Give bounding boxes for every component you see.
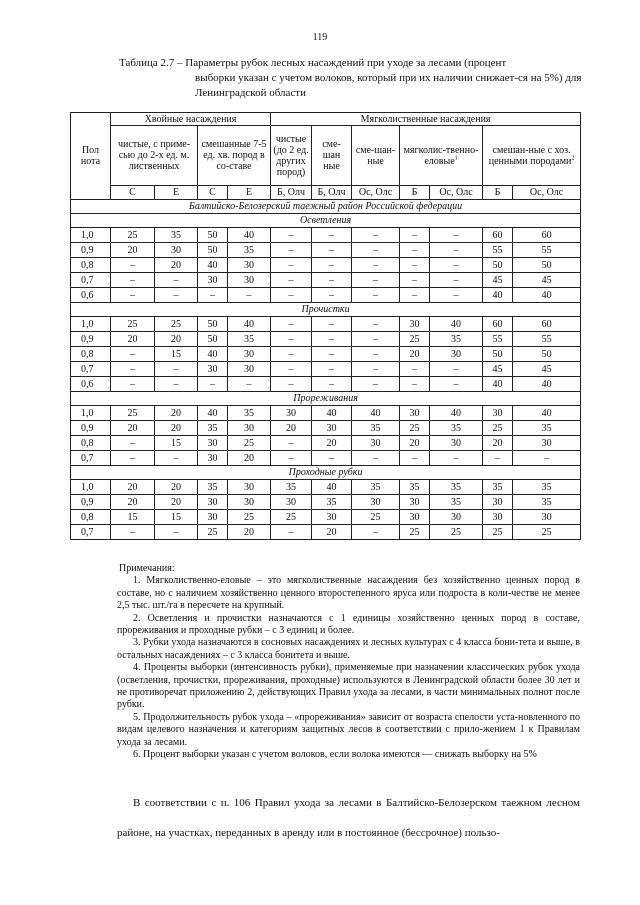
value-cell: 55 [513, 332, 581, 347]
value-cell: 20 [155, 480, 198, 495]
section-header: Прореживания [71, 392, 581, 406]
body-paragraph: В соответствии с п. 106 Правил ухода за лесами в Балтийско-Белозерском таежном лесном районе, на участках, переданных в аренду или в постоянное (бессрочное) пользо- [117, 797, 580, 839]
value-cell: – [228, 377, 271, 392]
value-cell: 35 [513, 421, 581, 436]
value-cell: 35 [352, 421, 400, 436]
species-header: Ос, Олс [352, 186, 400, 200]
value-cell: 40 [312, 406, 352, 421]
value-cell: 20 [155, 258, 198, 273]
value-cell: – [430, 228, 483, 243]
polnota-cell: 1,0 [71, 317, 111, 332]
value-cell: – [430, 362, 483, 377]
page-number: 119 [312, 32, 328, 43]
table-row [71, 288, 581, 303]
value-cell: – [271, 288, 312, 303]
value-cell: 20 [312, 525, 352, 540]
value-cell: 35 [352, 480, 400, 495]
table-row [71, 436, 581, 451]
value-cell: 30 [271, 495, 312, 510]
value-cell: 20 [155, 495, 198, 510]
value-cell: 35 [430, 495, 483, 510]
value-cell: 20 [155, 406, 198, 421]
value-cell: – [111, 273, 155, 288]
value-cell: 30 [198, 451, 228, 466]
value-cell: 55 [483, 332, 513, 347]
value-cell: 30 [430, 347, 483, 362]
value-cell: – [271, 525, 312, 540]
value-cell: 25 [352, 510, 400, 525]
value-cell: 40 [198, 258, 228, 273]
value-cell: – [400, 243, 430, 258]
value-cell: – [228, 288, 271, 303]
polnota-cell: 0,8 [71, 510, 111, 525]
value-cell: 30 [513, 510, 581, 525]
value-cell: 30 [228, 258, 271, 273]
table-row [71, 451, 581, 466]
value-cell: 30 [198, 362, 228, 377]
value-cell: – [155, 362, 198, 377]
value-cell: 20 [228, 451, 271, 466]
value-cell: – [312, 332, 352, 347]
value-cell: 20 [155, 421, 198, 436]
polnota-cell: 0,7 [71, 273, 111, 288]
value-cell: 25 [483, 421, 513, 436]
polnota-cell: 0,6 [71, 377, 111, 392]
header-hardwood-mixed-2: сме-шан-ные [352, 126, 400, 186]
note-item: 6. Процент выборки указан с учетом волоков, если волока имеются — снижать выборку на 5% [133, 749, 537, 761]
value-cell: 20 [400, 436, 430, 451]
value-cell: 35 [513, 495, 581, 510]
value-cell: – [352, 228, 400, 243]
value-cell: – [198, 288, 228, 303]
value-cell: – [271, 377, 312, 392]
value-cell: 30 [228, 421, 271, 436]
value-cell: 45 [513, 273, 581, 288]
value-cell: – [400, 273, 430, 288]
table-caption [119, 56, 589, 101]
species-header: Е [155, 186, 198, 200]
value-cell: 20 [111, 421, 155, 436]
value-cell: – [352, 317, 400, 332]
value-cell: 25 [400, 332, 430, 347]
table-row [71, 362, 581, 377]
value-cell: – [271, 273, 312, 288]
value-cell: 40 [483, 288, 513, 303]
species-header: С [198, 186, 228, 200]
value-cell: – [155, 451, 198, 466]
value-cell: 50 [513, 347, 581, 362]
value-cell: – [430, 288, 483, 303]
value-cell: 30 [513, 436, 581, 451]
value-cell: 25 [400, 525, 430, 540]
value-cell: 30 [352, 495, 400, 510]
note-item: 4. Проценты выборки (интенсивность рубки), применяемые при назначении классических рубок ухода (осветления, прочистки, прореживания, проходные) используются в Ленинградской области более 30 лет и не противоречат приложению 2, действующих Правил ухода за лесами, в части минимальных полнот после рубки. [117, 662, 580, 711]
value-cell: 60 [513, 228, 581, 243]
value-cell: 25 [198, 525, 228, 540]
value-cell: 25 [111, 228, 155, 243]
value-cell: 50 [198, 332, 228, 347]
species-header: Ос, Олс [430, 186, 483, 200]
value-cell: 40 [483, 377, 513, 392]
value-cell: – [271, 451, 312, 466]
table-row [71, 377, 581, 392]
polnota-cell: 0,6 [71, 288, 111, 303]
table-row [71, 332, 581, 347]
value-cell: 20 [271, 421, 312, 436]
value-cell: 30 [228, 495, 271, 510]
value-cell: – [352, 273, 400, 288]
polnota-cell: 0,9 [71, 495, 111, 510]
value-cell: 50 [483, 347, 513, 362]
value-cell: 55 [513, 243, 581, 258]
value-cell: – [483, 451, 513, 466]
value-cell: 25 [155, 317, 198, 332]
value-cell: 30 [198, 495, 228, 510]
value-cell: 40 [312, 480, 352, 495]
value-cell: – [400, 377, 430, 392]
value-cell: – [271, 228, 312, 243]
species-header: Б [483, 186, 513, 200]
table-row [71, 243, 581, 258]
polnota-cell: 0,7 [71, 362, 111, 377]
value-cell: – [352, 243, 400, 258]
value-cell: 20 [111, 495, 155, 510]
value-cell: 30 [228, 480, 271, 495]
value-cell: 35 [228, 243, 271, 258]
polnota-cell: 1,0 [71, 480, 111, 495]
value-cell: – [111, 288, 155, 303]
value-cell: 25 [513, 525, 581, 540]
polnota-cell: 0,9 [71, 243, 111, 258]
value-cell: 30 [352, 436, 400, 451]
region-row: Балтийско-Белозерский таежный район Российской федерации [71, 200, 581, 214]
value-cell: 35 [155, 228, 198, 243]
polnota-cell: 1,0 [71, 406, 111, 421]
section-header: Проходные рубки [71, 466, 581, 480]
value-cell: – [400, 228, 430, 243]
note-item: 3. Рубки ухода назначаются в сосновых насаждениях и лесных культурах с 4 класса бони-тета и выше, в остальных насаждениях – с 3 класса бонитета и выше. [117, 637, 580, 661]
value-cell: 20 [111, 332, 155, 347]
value-cell: 60 [483, 228, 513, 243]
value-cell: 40 [198, 347, 228, 362]
value-cell: 15 [155, 347, 198, 362]
value-cell: – [312, 362, 352, 377]
value-cell: – [352, 451, 400, 466]
value-cell: 20 [111, 480, 155, 495]
value-cell: 30 [312, 421, 352, 436]
value-cell: 50 [198, 317, 228, 332]
cutting-parameters-table [70, 112, 581, 540]
value-cell: 40 [430, 317, 483, 332]
value-cell: 20 [155, 332, 198, 347]
species-header: Б, Олч [271, 186, 312, 200]
value-cell: – [352, 288, 400, 303]
value-cell: 35 [198, 480, 228, 495]
value-cell: 50 [483, 258, 513, 273]
value-cell: 20 [228, 525, 271, 540]
polnota-cell: 0,9 [71, 421, 111, 436]
value-cell: 45 [483, 362, 513, 377]
value-cell: – [430, 258, 483, 273]
species-header: С [111, 186, 155, 200]
value-cell: – [352, 332, 400, 347]
value-cell: 30 [228, 362, 271, 377]
notes-title: Примечания: [119, 563, 175, 574]
value-cell: – [155, 525, 198, 540]
table-row [71, 228, 581, 243]
table-row [71, 495, 581, 510]
value-cell: 30 [400, 495, 430, 510]
value-cell: 25 [483, 525, 513, 540]
value-cell: – [400, 288, 430, 303]
value-cell: 35 [271, 480, 312, 495]
note-item: 1. Мягколиственно-еловые – это мягколиственные насаждения без хозяйственно ценных пород в составе, но с наличием хозяйственно ценного второстепенного яруса или подроста в коли-честве не менее 2,5 тыс. шт./га в пересчете на крупный. [117, 575, 580, 612]
value-cell: 30 [400, 317, 430, 332]
value-cell: 40 [430, 406, 483, 421]
value-cell: – [271, 258, 312, 273]
value-cell: 35 [513, 480, 581, 495]
note-item: 2. Осветления и прочистки назначаются с 1 единицы хозяйственно ценных пород в составе, прореживания и проходные рубки – с 3 единиц и более. [117, 612, 580, 637]
value-cell: 30 [400, 406, 430, 421]
value-cell: 30 [312, 510, 352, 525]
value-cell: – [312, 347, 352, 362]
value-cell: 30 [483, 510, 513, 525]
header-hardwood-spruce: мягколис-твенно-еловые$^1$ [400, 126, 483, 186]
value-cell: – [111, 451, 155, 466]
header-hardwood: Мягколиственные насаждения [271, 113, 581, 126]
value-cell: 40 [198, 406, 228, 421]
table-row [71, 480, 581, 495]
value-cell: 25 [430, 525, 483, 540]
table-row [71, 406, 581, 421]
polnota-cell: 0,8 [71, 436, 111, 451]
value-cell: – [312, 258, 352, 273]
value-cell: – [400, 258, 430, 273]
value-cell: – [271, 332, 312, 347]
table-row [71, 273, 581, 288]
value-cell: – [352, 362, 400, 377]
header-conifer-mixed: смешанные 7-5 ед. хв. пород в со-ставе [198, 126, 271, 186]
value-cell: 35 [312, 495, 352, 510]
value-cell: – [111, 525, 155, 540]
value-cell: – [352, 347, 400, 362]
value-cell: 35 [430, 332, 483, 347]
value-cell: – [312, 243, 352, 258]
species-header: Б, Олч [312, 186, 352, 200]
value-cell: – [352, 377, 400, 392]
value-cell: 30 [198, 436, 228, 451]
polnota-cell: 0,8 [71, 258, 111, 273]
value-cell: – [312, 228, 352, 243]
value-cell: 15 [111, 510, 155, 525]
value-cell: – [271, 243, 312, 258]
value-cell: 35 [198, 421, 228, 436]
value-cell: 25 [111, 317, 155, 332]
value-cell: – [513, 451, 581, 466]
value-cell: 30 [483, 406, 513, 421]
value-cell: 50 [513, 258, 581, 273]
value-cell: 35 [483, 480, 513, 495]
value-cell: 20 [111, 243, 155, 258]
value-cell: – [400, 451, 430, 466]
value-cell: – [430, 273, 483, 288]
value-cell: – [155, 377, 198, 392]
value-cell: 40 [513, 406, 581, 421]
value-cell: – [111, 258, 155, 273]
table-row [71, 525, 581, 540]
value-cell: – [111, 362, 155, 377]
value-cell: 40 [352, 406, 400, 421]
caption-rest: выборки указан с учетом волоков, который при их наличии снижает-ся на 5%) для Ленинградской области [195, 72, 582, 99]
value-cell: 30 [400, 510, 430, 525]
value-cell: 60 [483, 317, 513, 332]
value-cell: 50 [198, 228, 228, 243]
value-cell: – [111, 347, 155, 362]
value-cell: 25 [228, 510, 271, 525]
value-cell: 30 [198, 273, 228, 288]
table-row [71, 258, 581, 273]
value-cell: 25 [228, 436, 271, 451]
value-cell: – [352, 258, 400, 273]
value-cell: – [430, 451, 483, 466]
value-cell: 20 [483, 436, 513, 451]
section-header: Осветления [71, 214, 581, 228]
table-row [71, 510, 581, 525]
value-cell: 40 [513, 377, 581, 392]
value-cell: – [155, 288, 198, 303]
value-cell: 50 [198, 243, 228, 258]
value-cell: – [271, 362, 312, 377]
value-cell: 35 [228, 332, 271, 347]
polnota-cell: 0,8 [71, 347, 111, 362]
value-cell: 20 [312, 436, 352, 451]
value-cell: 25 [111, 406, 155, 421]
value-cell: 30 [228, 347, 271, 362]
value-cell: 45 [483, 273, 513, 288]
note-item: 5. Продолжительность рубок ухода – «прореживания» зависит от возраста спелости уста-новленного по видам целевого назначения и категориям защитных лесов в соответствии с прило-жением 1 к Правилам ухода за лесами. [117, 711, 580, 748]
polnota-cell: 0,9 [71, 332, 111, 347]
header-conifer-pure: чистые, с приме-сью до 2-х ед. м. лиственных [111, 126, 198, 186]
value-cell: 55 [483, 243, 513, 258]
polnota-cell: 1,0 [71, 228, 111, 243]
value-cell: – [312, 288, 352, 303]
value-cell: 15 [155, 436, 198, 451]
header-hardwood-valuable: смешан-ные с хоз. ценными породами$^2$ [483, 126, 581, 186]
value-cell: – [111, 377, 155, 392]
value-cell: 60 [513, 317, 581, 332]
polnota-cell: 0,7 [71, 451, 111, 466]
header-hardwood-pure: чистые (до 2 ед. других пород) [271, 126, 312, 186]
value-cell: 25 [400, 421, 430, 436]
value-cell: 30 [430, 436, 483, 451]
value-cell: – [271, 317, 312, 332]
header-conifer: Хвойные насаждения [111, 113, 271, 126]
value-cell: – [155, 273, 198, 288]
value-cell: 45 [513, 362, 581, 377]
species-header: Ос, Олс [513, 186, 581, 200]
caption-lead: Таблица 2.7 – Параметры рубок лесных насаждений при уходе за лесами (процент [119, 57, 507, 69]
value-cell: – [352, 525, 400, 540]
notes [117, 563, 580, 762]
value-cell: 35 [430, 480, 483, 495]
value-cell: 30 [228, 273, 271, 288]
table-row [71, 347, 581, 362]
value-cell: 35 [430, 421, 483, 436]
value-cell: 40 [228, 317, 271, 332]
polnota-cell: 0,7 [71, 525, 111, 540]
value-cell: – [198, 377, 228, 392]
value-cell: – [312, 317, 352, 332]
value-cell: 40 [228, 228, 271, 243]
value-cell: 30 [430, 510, 483, 525]
header-polnota: Пол нота [71, 113, 111, 200]
table-row [71, 317, 581, 332]
value-cell: 30 [155, 243, 198, 258]
species-header: Б [400, 186, 430, 200]
value-cell: 30 [483, 495, 513, 510]
value-cell: 15 [155, 510, 198, 525]
value-cell: – [111, 436, 155, 451]
value-cell: 30 [271, 406, 312, 421]
species-header: Е [228, 186, 271, 200]
value-cell: 20 [400, 347, 430, 362]
value-cell: 35 [228, 406, 271, 421]
value-cell: – [271, 347, 312, 362]
value-cell: – [271, 436, 312, 451]
table-row [71, 421, 581, 436]
value-cell: 35 [400, 480, 430, 495]
value-cell: – [312, 273, 352, 288]
value-cell: – [312, 377, 352, 392]
value-cell: – [430, 377, 483, 392]
value-cell: 40 [513, 288, 581, 303]
section-header: Прочистки [71, 303, 581, 317]
value-cell: – [400, 362, 430, 377]
value-cell: 25 [271, 510, 312, 525]
value-cell: 30 [198, 510, 228, 525]
value-cell: – [430, 243, 483, 258]
header-hardwood-mixed-1: сме-шан ные [312, 126, 352, 186]
value-cell: – [312, 451, 352, 466]
